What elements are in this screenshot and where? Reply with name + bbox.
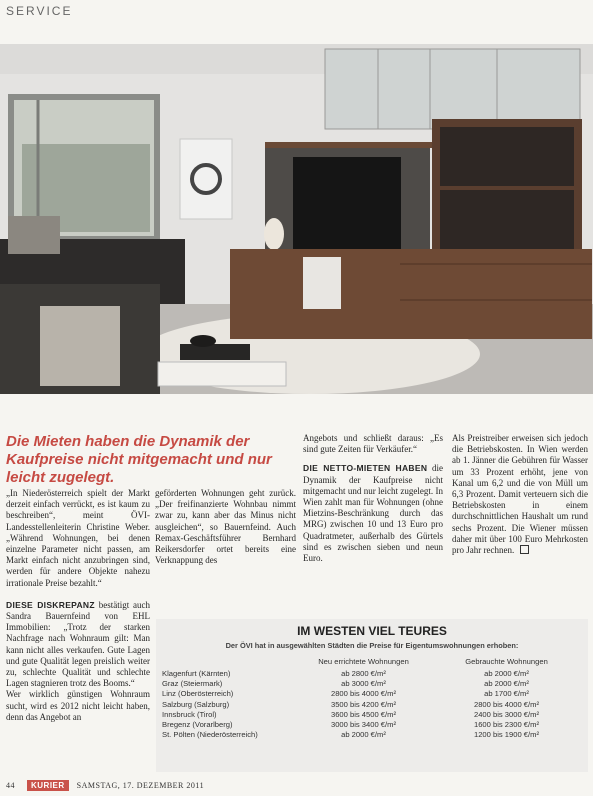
paragraph-body: Als Preistreiber erweisen sich jedoch die Betriebskosten. In Wien werden ab 1. Jänner die Gebühren für Wasser um 33 Prozent erhöht, jene von Kanal um 6,2 und die von Müll um 6,3 Prozent. Damit verteuern sich die Betriebskosten in einem durchschnittlichen Haushalt um rund sechs Prozent. Die Wiener müssen daher mit über 100 Euro Mehrkosten pro Jahr rechnen.: [452, 433, 588, 556]
table-cell: ab 2000 €/m²: [341, 730, 386, 740]
end-mark-icon: [520, 545, 529, 554]
table-cell: Innsbruck (Tirol): [162, 709, 217, 719]
table-cell: ab 2800 €/m²: [341, 668, 386, 678]
table-cell: Graz (Steiermark): [162, 678, 223, 688]
pull-quote: Die Mieten haben die Dynamik der Kaufpreise nicht mitgemacht und nur leicht zugelegt.: [6, 433, 272, 486]
table-row: [162, 709, 578, 719]
table-cell: ab 1700 €/m²: [484, 689, 529, 699]
table-cell: 1200 bis 1900 €/m²: [473, 730, 539, 740]
article-column-4: [452, 433, 588, 556]
living-room-illustration: [0, 44, 593, 394]
table-cell: Salzburg (Salzburg): [162, 699, 230, 709]
table-cell: Linz (Oberösterreich): [162, 689, 234, 699]
table-cell: St. Pölten (Niederösterreich): [162, 730, 258, 740]
table-cell: Bregenz (Vorarlberg): [162, 720, 233, 730]
living-room-photo: [0, 44, 593, 394]
article-paragraph: „In Niederösterreich spielt der Markt derzeit einfach verrückt, es ist kaum zu beschreiben“, meint ÖVI-Landesstellenleiterin Christine Weber. „Während Wohnungen, bei denen einzelne Parameter nicht passen, am Markt einfach nicht anzubringen sind, werden für andere Objekte nahezu irrationale Preise bezahlt.“: [6, 488, 150, 588]
article-paragraph: geförderten Wohnungen geht zurück. „Der freifinanzierte Wohnbau nimmt zwar zu, kann aber das Minus nicht ausgleichen“, so Bauernfeind. Auch Remax-Geschäftsführer Bernhard Reikersdorfer ortet bereits eine Verknappung des: [155, 488, 296, 566]
page-footer: [6, 780, 204, 791]
table-cell: ab 2000 €/m²: [484, 678, 529, 688]
paragraph-lead: DIE NETTO-MIETEN HABEN: [303, 463, 428, 474]
table-cell: 2400 bis 3000 €/m²: [473, 709, 539, 719]
table-header-cell: Neu errichtete Wohnungen: [318, 657, 409, 666]
article-column-3: [303, 433, 443, 564]
table-row: [162, 719, 578, 729]
table-header-row: [162, 653, 578, 668]
article-paragraph: [303, 463, 443, 564]
article-paragraph: Angebots und schließt daraus: „Es sind gute Zeiten für Verkäufer.“: [303, 433, 443, 455]
table-cell: 1600 bis 2300 €/m²: [473, 720, 539, 730]
table-row: [162, 678, 578, 688]
article-paragraph: Wer wirklich günstigen Wohnraum sucht, wird es 2012 nicht leicht haben, denn das Angebot an: [6, 689, 150, 722]
table-cell: 3000 bis 3400 €/m²: [330, 720, 396, 730]
article-column-1: [6, 488, 150, 723]
article-column-2: [155, 488, 296, 566]
paragraph-body: bestätigt auch Sandra Bauernfeind von EHL Immobilien: „Trotz der starken Nachfrage nach Wohnraum gilt: Man kann nicht alles verkaufen. Gute Lagen und gute Qualität legen preislich weiter zu, schlechte Qualität und schlechte Lagen stagnieren trotz des Booms.“: [6, 599, 151, 689]
table-title: IM WESTEN VIEL TEURES: [297, 624, 447, 638]
table-cell: ab 3000 €/m²: [341, 678, 386, 688]
issue-date: SAMSTAG, 17. DEZEMBER 2011: [76, 781, 205, 790]
table-cell: ab 2000 €/m²: [484, 668, 529, 678]
price-table-box: [156, 619, 588, 772]
table-header-cell: [162, 653, 292, 668]
paragraph-body: die Dynamik der Kaufpreise nicht mitgemacht und nur leicht zugelegt. In Wien zahlt man für Wohnungen (ohne Mietzins-Beschränkung durch das MRG) zwischen 10 und 13 Euro pro Quadratmeter, außerhalb des Gürtels sind es zwischen sieben und neun Euro.: [303, 463, 444, 564]
table-row: [162, 730, 578, 740]
table-row: [162, 689, 578, 699]
section-label: SERVICE: [6, 4, 73, 18]
table-cell: 2800 bis 4000 €/m²: [330, 689, 396, 699]
paragraph-lead: DIESE DISKREPANZ: [6, 599, 95, 610]
table-cell: 2800 bis 4000 €/m²: [473, 699, 539, 709]
price-table: [162, 653, 578, 740]
table-subtitle: Der ÖVI hat in ausgewählten Städten die Preise für Eigentumswohnungen erhoben:: [225, 641, 519, 650]
table-row: [162, 668, 578, 678]
article-paragraph: [452, 433, 588, 556]
table-cell: Klagenfurt (Kärnten): [162, 668, 231, 678]
table-cell: 3600 bis 4500 €/m²: [330, 709, 396, 719]
kurier-logo: KURIER: [27, 780, 69, 791]
table-header-cell: Gebrauchte Wohnungen: [465, 657, 548, 666]
article-paragraph: [6, 600, 150, 690]
table-cell: 3500 bis 4200 €/m²: [330, 699, 396, 709]
table-row: [162, 699, 578, 709]
page-number: 44: [6, 781, 15, 790]
